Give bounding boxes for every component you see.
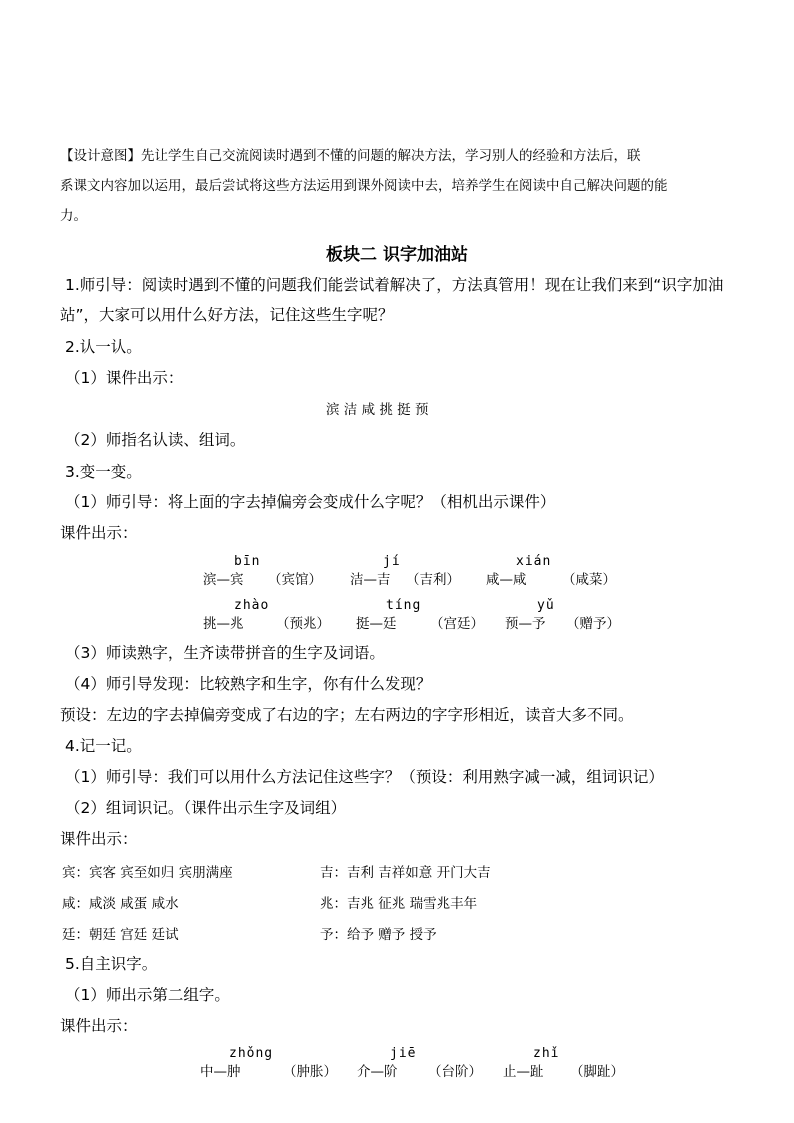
- word-group-zhao: 兆：吉兆 征兆 瑞雪兆丰年: [320, 896, 478, 912]
- pinyin-xian: xián: [516, 554, 552, 569]
- step-4-heading: 4.记一记。: [65, 737, 142, 755]
- step-3-courseware-label: 课件出示：: [60, 524, 138, 542]
- section-title: 板块二 识字加油站: [326, 245, 468, 265]
- char-pair: 滨—宾: [203, 572, 244, 588]
- step-2-sub-2: （2）师指名认读、组词。: [65, 431, 246, 449]
- char-pair: 中—肿: [200, 1064, 241, 1080]
- pinyin-jie: jiē: [390, 1046, 417, 1061]
- pinyin-zhao: zhào: [234, 598, 270, 613]
- example-word: （赠予）: [566, 616, 620, 632]
- example-word: （台阶）: [428, 1064, 482, 1080]
- design-intent-line-2: 系课文内容加以运用，最后尝试将这些方法运用到课外阅读中去，培养学生在阅读中自己解决问题的能: [60, 178, 668, 194]
- step-3-sub-1: （1）师引导：将上面的字去掉偏旁会变成什么字呢？（相机出示课件）: [65, 493, 556, 511]
- step-5-heading: 5.自主识字。: [65, 955, 158, 973]
- new-characters-list: 滨 洁 咸 挑 挺 预: [326, 402, 429, 418]
- pinyin-yu: yǔ: [537, 598, 555, 613]
- pinyin-ting: tíng: [386, 598, 422, 613]
- char-pair: 咸—咸: [486, 572, 527, 588]
- step-3-sub-4: （4）师引导发现：比较熟字和生字，你有什么发现？: [65, 675, 432, 693]
- example-word: （脚趾）: [570, 1064, 624, 1080]
- step-2-heading: 2.认一认。: [65, 338, 142, 356]
- word-group-xian: 咸：咸淡 咸蛋 咸水: [62, 896, 179, 912]
- step-4-courseware-label: 课件出示：: [60, 830, 138, 848]
- word-group-ting: 廷：朝廷 宫廷 廷试: [62, 927, 179, 943]
- pinyin-bin: bīn: [234, 554, 261, 569]
- step-4-sub-1: （1）师引导：我们可以用什么方法记住这些字？（预设：利用熟字减一减，组词识记）: [65, 768, 664, 786]
- pinyin-zhi: zhǐ: [533, 1046, 560, 1061]
- word-group-bin: 宾：宾客 宾至如归 宾朋满座: [62, 865, 233, 881]
- example-word: （预兆）: [276, 616, 330, 632]
- step-5-sub-1: （1）师出示第二组字。: [65, 986, 230, 1004]
- char-pair: 挺—廷: [356, 616, 397, 632]
- char-pair: 挑—兆: [203, 616, 244, 632]
- step-1-line-1: 1.师引导：阅读时遇到不懂的问题我们能尝试着解决了，方法真管用！现在让我们来到“识字加油: [65, 276, 724, 294]
- design-intent-line-3: 力。: [60, 208, 87, 224]
- pinyin-ji: jí: [383, 554, 401, 569]
- example-word: （咸菜）: [562, 572, 616, 588]
- word-group-ji: 吉：吉利 吉祥如意 开门大吉: [320, 865, 491, 881]
- char-pair: 介—阶: [357, 1064, 398, 1080]
- step-3-heading: 3.变一变。: [65, 463, 142, 481]
- word-group-yu: 予：给予 赠予 授予: [320, 927, 437, 943]
- step-5-courseware-label: 课件出示：: [60, 1017, 138, 1035]
- step-1-line-2: 站”，大家可以用什么好方法，记住这些生字呢？: [60, 306, 394, 324]
- step-4-sub-2: （2）组词识记。（课件出示生字及词组）: [65, 799, 347, 817]
- step-2-sub-1: （1）课件出示：: [65, 369, 184, 387]
- example-word: （宾馆）: [268, 572, 322, 588]
- example-word: （吉利）: [406, 572, 460, 588]
- pinyin-zhong: zhǒng: [229, 1046, 274, 1061]
- example-word: （宫廷）: [430, 616, 484, 632]
- step-3-preset: 预设：左边的字去掉偏旁变成了右边的字；左右两边的字字形相近，读音大多不同。: [60, 706, 634, 724]
- example-word: （肿胀）: [283, 1064, 337, 1080]
- design-intent-line-1: 【设计意图】先让学生自己交流阅读时遇到不懂的问题的解决方法，学习别人的经验和方法后，联: [60, 148, 641, 164]
- char-pair: 洁—吉: [350, 572, 391, 588]
- step-3-sub-3: （3）师读熟字，生齐读带拼音的生字及词语。: [65, 644, 385, 662]
- char-pair: 止—趾: [503, 1064, 544, 1080]
- char-pair: 预—予: [505, 616, 546, 632]
